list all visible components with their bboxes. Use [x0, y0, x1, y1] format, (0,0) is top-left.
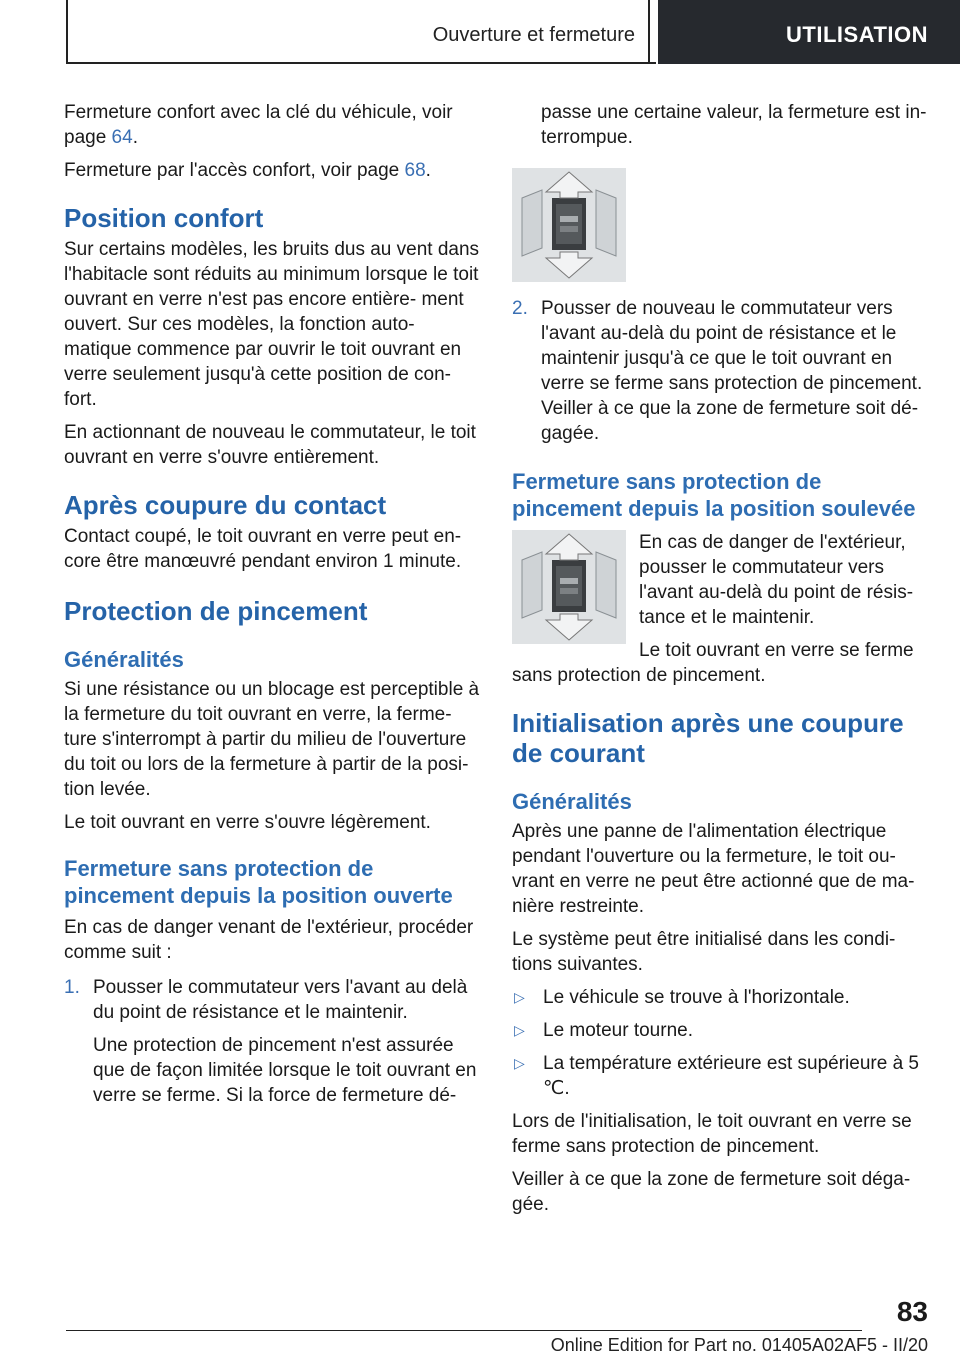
paragraph: Lors de l'initialisation, le toit ouvrant en verre se ferme sans protection de pincement. [512, 1111, 912, 1157]
paragraph: Sur certains modèles, les bruits dus au vent dans l'habitacle sont réduits au minimum lorsque le toit ouvrant en verre n'est pas encore entière- ment ouvert. Sur ces modèles, la fonction auto- matique commence par ouvrir le toit ouvrant en verre seulement jusqu'à cette position de con- fort. [64, 239, 480, 410]
chapter-title: Ouverture et fermeture [432, 24, 635, 46]
heading-initialisation: Initialisation après une coupure de courant [512, 708, 904, 768]
paragraph: Le système peut être initialisé dans les condi- tions suivantes. [512, 929, 896, 975]
switch-illustration [512, 530, 626, 644]
edition-note: Online Edition for Part no. 01405A02AF5 - II/20 [550, 1335, 928, 1355]
triangle-bullet-icon: ▷ [514, 989, 525, 1005]
bullet-item [512, 985, 930, 1010]
subheading-fermeture-soulevee: Fermeture sans protection de pincement depuis la position soulevée [512, 469, 916, 521]
list-text: Une protection de pincement n'est assurée que de façon limitée lorsque le toit ouvrant en verre se ferme. Si la force de fermeture dé- [93, 1035, 477, 1106]
paragraph: Contact coupé, le toit ouvrant en verre peut en- core être manœuvré pendant environ 1 minute. [64, 526, 462, 572]
bullet-item [512, 1051, 930, 1101]
paragraph: Fermeture confort avec la clé du véhicule, voir page 64. [64, 102, 453, 148]
page-link[interactable]: 68 [404, 160, 426, 181]
page-number: 83 [896, 1296, 928, 1327]
section-tab [658, 0, 960, 64]
paragraph: Si une résistance ou un blocage est perceptible à la fermeture du toit ouvrant en verre, la ferme- ture s'interrompt à partir du milieu de l'ouverture du toit ou lors de la fermeture à partir de la posi- tion levée. [64, 679, 480, 800]
section-label: UTILISATION [786, 22, 928, 47]
paragraph: En cas de danger de l'extérieur, pousser le commutateur vers l'avant au-delà du point de résis- tance et le maintenir. [639, 532, 914, 628]
list-text: Pousser le commutateur vers l'avant au delà du point de résistance et le maintenir. [93, 977, 468, 1023]
bullet-text: Le moteur tourne. [543, 1020, 693, 1041]
paragraph: Fermeture par l'accès confort, voir page 68. [64, 160, 431, 181]
paragraph: Le toit ouvrant en verre s'ouvre légèrement. [64, 812, 431, 833]
subheading-generalites: Généralités [512, 789, 632, 814]
header-divider [648, 0, 650, 64]
right-column [512, 100, 930, 1217]
bullet-item [512, 1018, 930, 1043]
list-text: Pousser de nouveau le commutateur vers l'avant au-delà du point de résistance et le maintenir jusqu'à ce que le toit ouvrant en verre se ferme sans protection de pincement. Veiller à ce que la zone de fermeture soit dé- gagée. [541, 298, 923, 444]
triangle-bullet-icon: ▷ [514, 1055, 525, 1071]
bullet-text: Le véhicule se trouve à l'horizontale. [543, 987, 850, 1008]
heading-position-confort: Position confort [64, 203, 264, 233]
header-rule-bottom [66, 62, 656, 64]
paragraph: Veiller à ce que la zone de fermeture soit déga- gée. [512, 1169, 911, 1215]
paragraph: sans protection de pincement. [512, 665, 766, 686]
footer-rule [66, 1330, 862, 1331]
paragraph: Après une panne de l'alimentation électrique pendant l'ouverture ou la fermeture, le toit ou- vrant en verre ne peut être actionné que de ma- nière restreinte. [512, 821, 915, 917]
header-rule-left [66, 0, 68, 64]
triangle-bullet-icon: ▷ [514, 1022, 525, 1038]
bullet-text: La température extérieure est supérieure à 5 ℃. [543, 1053, 919, 1099]
list-item [512, 296, 930, 446]
left-column [64, 100, 482, 1108]
page-link[interactable]: 64 [111, 127, 133, 148]
paragraph: En cas de danger venant de l'extérieur, procéder comme suit : [64, 917, 474, 963]
paragraph: passe une certaine valeur, la fermeture est in- terrompue. [541, 102, 927, 148]
heading-protection-pincement: Protection de pincement [64, 596, 368, 626]
heading-apres-coupure: Après coupure du contact [64, 490, 387, 520]
list-number: 1. [64, 977, 80, 998]
switch-illustration [512, 168, 626, 282]
list-item [64, 975, 482, 1108]
subheading-fermeture-ouverte: Fermeture sans protection de pincement depuis la position ouverte [64, 856, 453, 908]
paragraph: En actionnant de nouveau le commutateur, le toit ouvrant en verre s'ouvre entièrement. [64, 422, 476, 468]
subheading-generalites: Généralités [64, 647, 184, 672]
paragraph: Le toit ouvrant en verre se ferme [639, 640, 914, 661]
list-number: 2. [512, 298, 528, 319]
